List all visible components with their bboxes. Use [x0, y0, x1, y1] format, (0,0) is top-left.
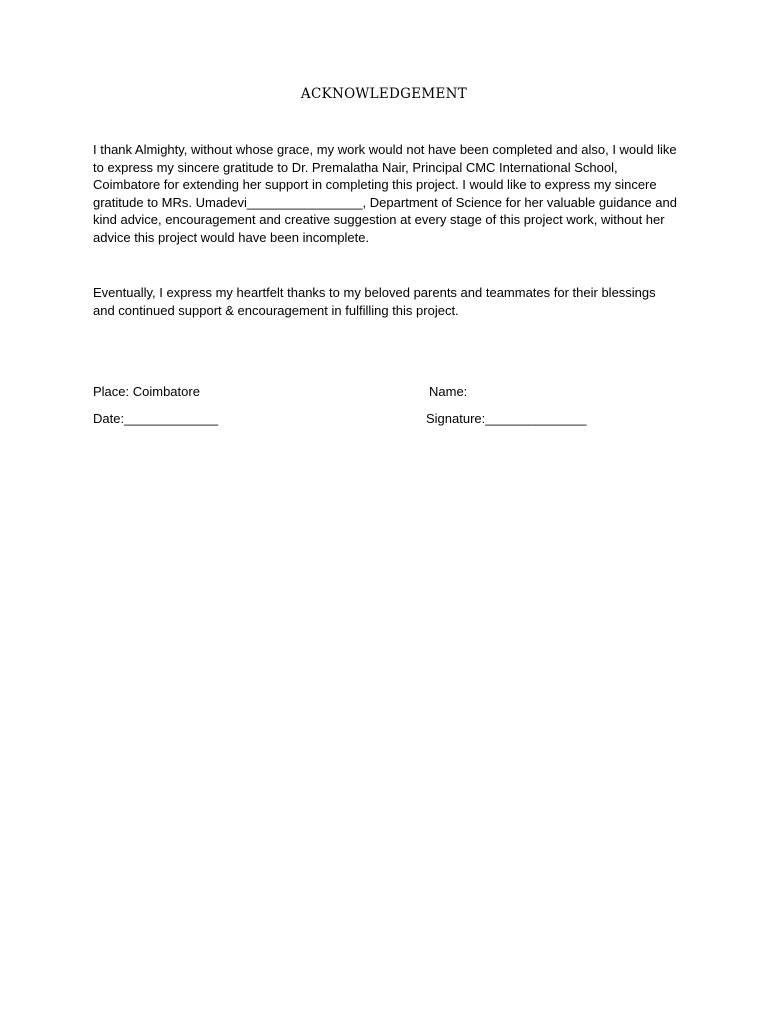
- date-field: Date:_____________: [93, 411, 219, 426]
- acknowledgement-paragraph-1: I thank Almighty, without whose grace, my work would not have been completed and also, I would like to express my sincere gratitude to Dr. Premalatha Nair, Principal CMC International School, Coimbatore for extending her support in completing this project. I would like to express my sincere gratitude to MRs. Umadevi________________, Department of Science for her valuable guidance and kind advice, encouragement and creative suggestion at every stage of this project work, without her advice this project would have been incomplete.: [93, 142, 677, 245]
- place-field: Place: Coimbatore: [93, 384, 200, 399]
- acknowledgement-paragraph-2: Eventually, I express my heartfelt thanks to my beloved parents and teammates for their blessings and continued support & encouragement in fulfilling this project.: [93, 285, 656, 318]
- name-field: Name:: [429, 384, 468, 399]
- signature-field: Signature:______________: [426, 411, 587, 426]
- document-title: ACKNOWLEDGEMENT: [300, 86, 468, 102]
